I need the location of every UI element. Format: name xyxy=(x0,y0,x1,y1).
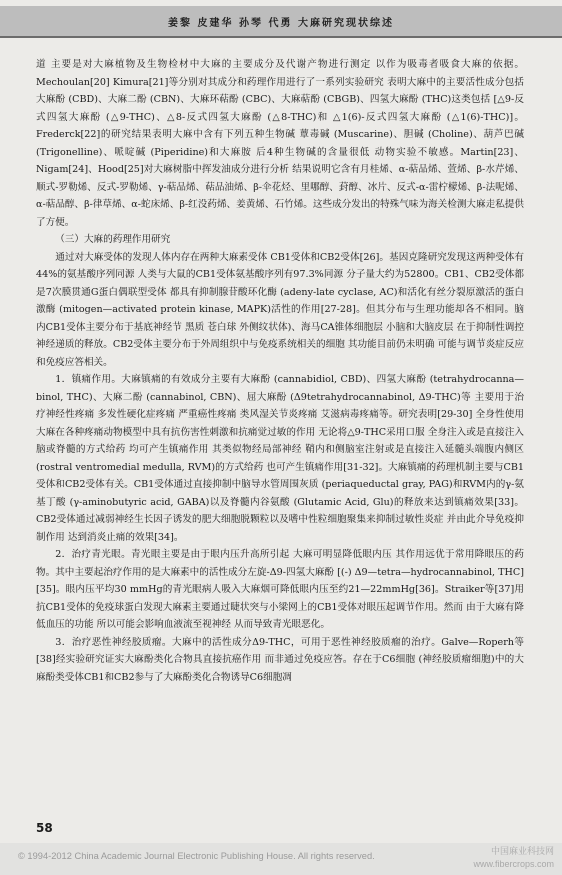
paragraph-constituents: 道 主要是对大麻植物及生物检材中大麻的主要成分及代谢产物进行测定 以作为吸毒者吸食大麻的依据。Mechoulan[20] Kimura[21]等分别对其成分和药理作用进行了一系列实验研究 表明大麻中的主要活性成分包括 大麻酚 (CBD)、大麻二酚 (CBN)、大麻环萜酚 (CBC)、大麻萜酚 (CBGB)、四氢大麻酚 (THC)这类包括 [△9-反式四氢大麻酚 (△9-THC)、△8-反式四氢大麻酚 (△8-THC)和 △1(6)-反式四氢大麻酚 (△1(6)-THC)]。Frederck[22]的研究结果表明大麻中含有下列五种生物碱 蕈毒碱 (Muscarine)、胆碱 (Choline)、葫芦巴碱 (Trigonelline)、哌啶碱 (Piperidine)和大麻胺 后4种生物碱的含量很低 动物实验不敏感。Martin[23]、Nigam[24]、Hood[25]对大麻树脂中挥发油成分进行分析 结果说明它含有月桂烯、α-萜品烯、萱烯、β-水芹烯、顺式-罗勒烯、反式-罗勒烯、γ-萜品烯、萜品油烯、β-伞花烃、里哪醇、葑醇、冰片、反式-α-雷柠檬烯、β-法呢烯、α-萜品醇、β-律草烯、α-蛇床烯、β-红没药烯、姜黄烯、石竹烯。这些成分发出的特殊气味为海关检测大麻走私提供了方便。 xyxy=(36,59,524,228)
article-body xyxy=(36,56,524,686)
watermark-site-name: 中国麻业科技网 xyxy=(490,846,554,856)
section-heading-pharmacology: （三）大麻的药理作用研究 xyxy=(55,234,171,245)
header-divider xyxy=(0,36,562,38)
site-watermark xyxy=(473,845,554,871)
page-header xyxy=(0,6,562,36)
page-footer xyxy=(0,843,562,875)
paragraph-glaucoma: 2．治疗青光眼。青光眼主要是由于眼内压升高所引起 大麻可明显降低眼内压 其作用远优于常用降眼压的药物。其中主要起治疗作用的是大麻素中的活性成分左旋-Δ9-四氢大麻酚 [(-) Δ9—tetra—hydrocannabinol, THC][35]。眼内压平均30 mmHg的青光眼病人吸入大麻烟可降低眼内压至约21—22mmHg[36]。Straiker等[37]用抗CB1受体的免疫球蛋白发现大麻素主要通过睫状突与小梁网上的CB1受体对眼压起调节作用。然而 由于大麻有降低血压的功能 所以可能会影响血液流至视神经 从而导致青光眼恶化。 xyxy=(36,549,524,630)
watermark-url: www.fibercrops.com xyxy=(473,859,554,869)
paragraph-glioma: 3．治疗恶性神经胶质瘤。大麻中的活性成分Δ9-THC，可用于恶性神经胶质瘤的治疗。Galve—Roperh等[38]经实验研究证实大麻酚类化合物具直接抗癌作用 而非通过免疫应答。存在于C6细胞 (神经胶质瘤细胞)中的大麻酚类受体CB1和CB2参与了大麻酚类化合物诱导C6细胞凋 xyxy=(36,636,524,683)
paragraph-receptors: 通过对大麻受体的发现人体内存在两种大麻素受体 CB1受体和CB2受体[26]。基因克隆研究发现这两种受体有44%的氨基酸序列同源 人类与大鼠的CB1受体氨基酸序列有97.3%同源 分子量大约为52800。CB1、CB2受体都是7次膜贯通G蛋白偶联型受体 都具有抑制腺苷酸环化酶 (adeny-late cyclase, AC)和活化有丝分裂原激活的蛋白激酶 (mitogen—activated protein kinase, MAPK)活性的作用[27-28]。但其分布与生理功能却各不相同。脑内CB1受体主要分布于基底神经节 黑质 苍白球 外侧纹状体)、海马CA锥体细胞层 小脑和大脑皮层 在于抑制性调控神经递质的释放。CB2受体主要分布于外周组织中与免疫系统相关的细胞 其功能目前仍未明确 可能与调节炎症反应和免疫应答相关。 xyxy=(36,251,524,368)
running-title: 姜黎 皮建华 孙琴 代勇 大麻研究现状综述 xyxy=(168,18,394,29)
paragraph-analgesia: 1．镇痛作用。大麻镇痛的有效成分主要有大麻酚 (cannabidiol, CBD)、四氢大麻酚 (tetrahydrocanna—binol, THC)、大麻二酚 (cannabinol, CBN)、屈大麻酚 (Δ9tetrahydrocannabinol, Δ9-THC)等 主要用于治疗神经性疼痛 多发性硬化症疼痛 严重癌性疼痛 类风湿关节炎疼痛 艾滋病毒疼痛等。研究表明[29-30] 全身性使用大麻在各种疼痛动物模型中具有抗伤害性刺激和抗痛觉过敏的作用 无论将△9-THC采用口服 全身注入或是直接注入脑或脊髓的方式给药 均可产生镇痛作用 其类似物经局部神经 鞘内和侧脑室注射或是直接注入延髓头端腹内侧区 (rostral ventromedial medulla, RVM)的方式给药 也可产生镇痛作用[31-32]。大麻镇痛的药理机制主要与CB1受体和CB2受体有关。CB1受体通过直接抑制中脑导水管周围灰质 (periaqueductal gray, PAG)和RVM内的γ-氨基丁酸 (γ-aminobutyric acid, GABA)以及脊髓内谷氨酸 (Glutamic Acid, Glu)的释放来达到镇痛效果[33]。CB2受体通过减弱神经生长因子诱发的肥大细胞脱颗粒以及嗜中性粒细胞聚集来抑制过敏性炎症 并由此介导免疫抑制作用 达到消炎止痛的效果[34]。 xyxy=(36,374,524,543)
page-number: 58 xyxy=(36,821,53,835)
copyright-notice: © 1994-2012 China Academic Journal Electronic Publishing House. All rights reserved. xyxy=(18,851,375,861)
